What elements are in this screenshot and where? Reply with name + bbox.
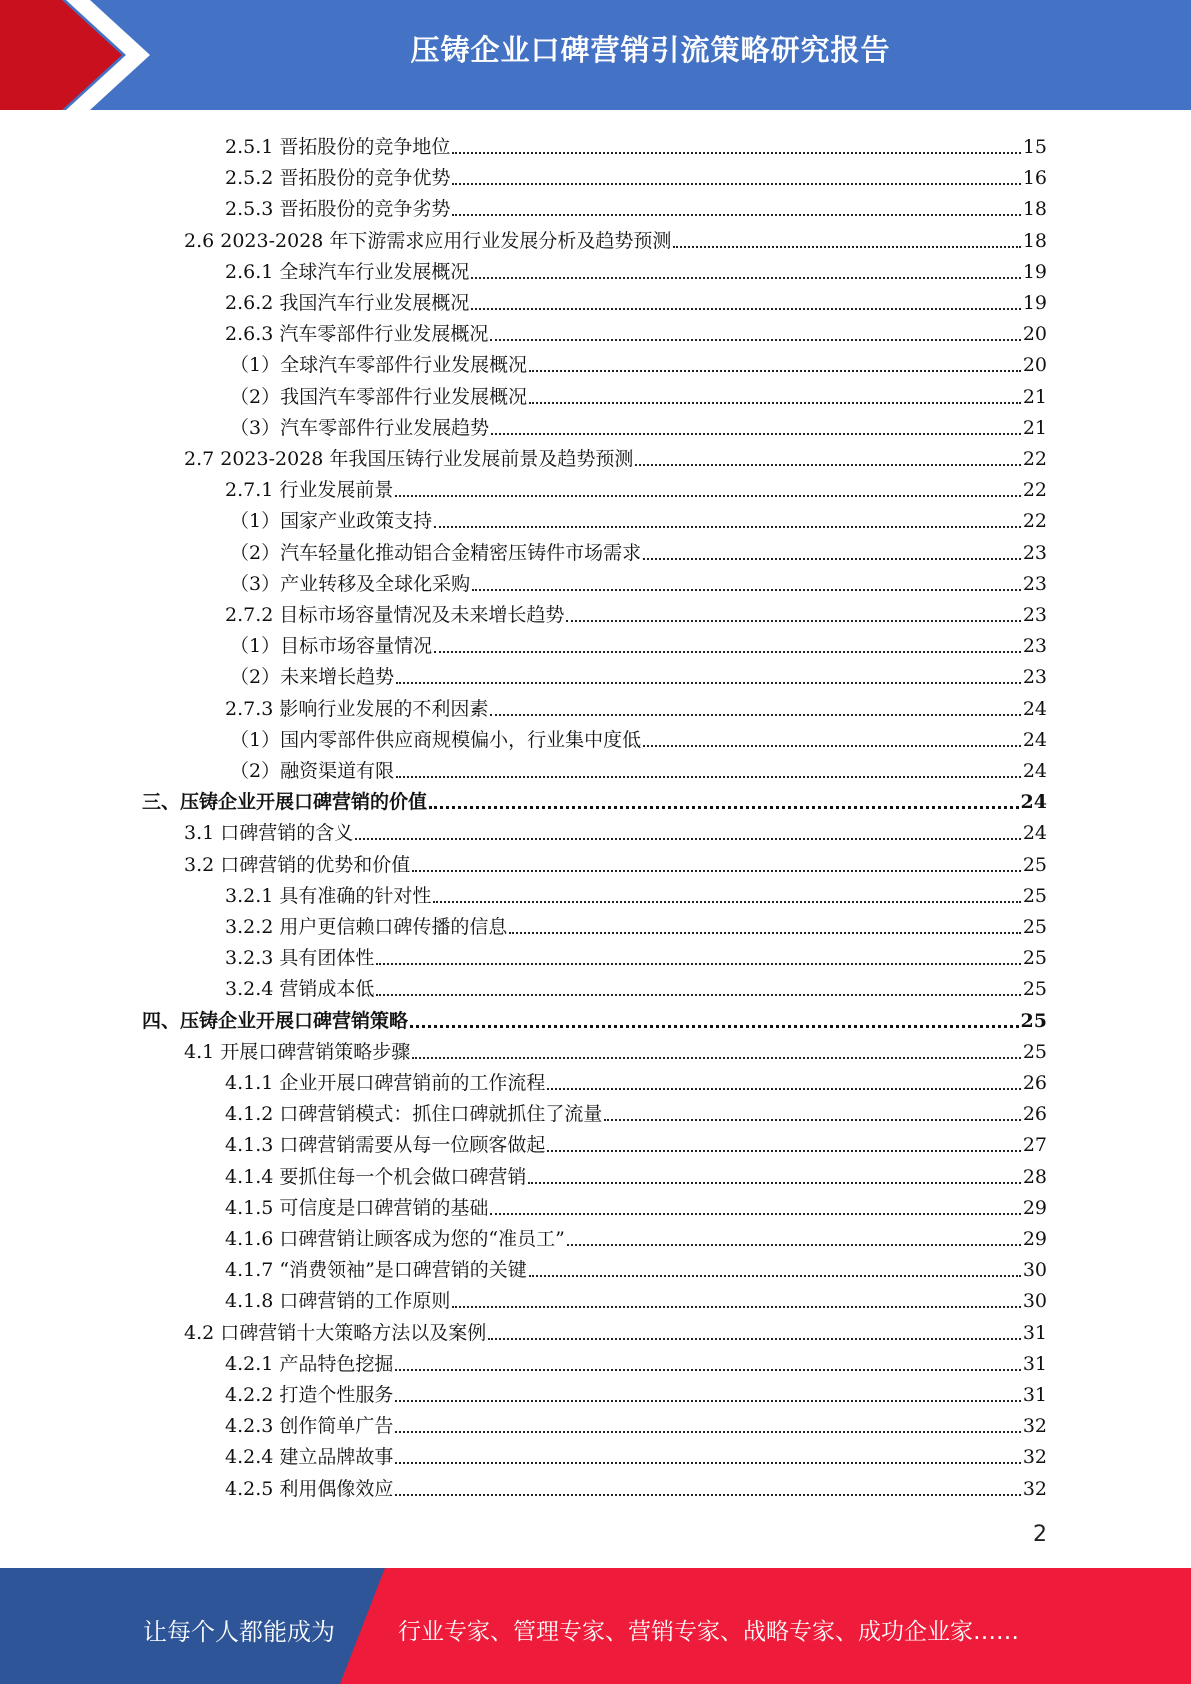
toc-entry-label: 4.1.8 口碑营销的工作原则 xyxy=(225,1290,451,1313)
toc-entry[interactable] xyxy=(225,877,1047,908)
toc-dot-leader xyxy=(547,1150,1020,1152)
toc-dot-leader xyxy=(429,806,1019,809)
toc-entry-label: 3.1 口碑营销的含义 xyxy=(184,822,354,845)
toc-entry[interactable] xyxy=(225,596,1047,627)
toc-dot-leader xyxy=(566,620,1020,622)
toc-entry-label: 2.7.1 行业发展前景 xyxy=(225,479,394,502)
toc-dot-leader xyxy=(529,1275,1021,1277)
toc-entry-page: 31 xyxy=(1022,1352,1047,1375)
toc-entry[interactable] xyxy=(225,1345,1047,1376)
toc-entry-label: （2）未来增长趋势 xyxy=(230,666,395,689)
toc-entry[interactable] xyxy=(225,690,1047,721)
toc-dot-leader xyxy=(396,776,1021,778)
toc-dot-leader xyxy=(491,433,1021,435)
toc-entry-page: 20 xyxy=(1022,354,1047,377)
toc-dot-leader xyxy=(433,901,1020,903)
toc-entry[interactable] xyxy=(225,908,1047,939)
toc-entry-page: 18 xyxy=(1022,229,1047,252)
toc-entry-label: 2.7.2 目标市场容量情况及未来增长趋势 xyxy=(225,604,565,626)
toc-entry[interactable] xyxy=(184,440,1047,471)
toc-dot-leader xyxy=(412,870,1021,872)
toc-entry-page: 29 xyxy=(1022,1196,1047,1219)
toc-entry-label: （1）国内零部件供应商规模偏小，行业集中度低 xyxy=(230,728,642,751)
toc-dot-leader xyxy=(509,932,1020,934)
toc-entry-page: 31 xyxy=(1022,1321,1047,1344)
toc-entry[interactable] xyxy=(225,471,1047,502)
toc-dot-leader xyxy=(395,1462,1020,1464)
toc-entry[interactable] xyxy=(225,190,1047,221)
toc-entry-label: （1）国家产业政策支持 xyxy=(230,510,433,533)
toc-entry[interactable] xyxy=(225,284,1047,315)
toc-entry[interactable] xyxy=(184,814,1047,845)
toc-dot-leader xyxy=(471,308,1020,310)
toc-dot-leader xyxy=(643,745,1021,747)
toc-entry-page: 30 xyxy=(1022,1259,1047,1282)
toc-dot-leader xyxy=(635,464,1020,466)
toc-entry[interactable] xyxy=(225,1282,1047,1313)
toc-entry-label: 2.6.2 我国汽车行业发展概况 xyxy=(225,292,470,314)
toc-dot-leader xyxy=(529,402,1021,404)
toc-entry-label: 4.2.3 创作简单广告 xyxy=(225,1415,394,1438)
toc-entry[interactable] xyxy=(225,1220,1047,1251)
toc-dot-leader xyxy=(471,277,1020,279)
toc-entry[interactable] xyxy=(142,1002,1047,1033)
toc-entry-page: 32 xyxy=(1022,1446,1047,1469)
toc-entry[interactable] xyxy=(225,1126,1047,1157)
toc-entry-label: 3.2 口碑营销的优势和价值 xyxy=(184,853,411,876)
toc-dot-leader xyxy=(529,370,1021,372)
toc-entry-page: 23 xyxy=(1022,572,1047,595)
toc-entry-label: 3.2.3 具有团体性 xyxy=(225,947,375,970)
toc-entry-page: 31 xyxy=(1022,1384,1047,1406)
toc-entry-label: 3.2.2 用户更信赖口碑传播的信息 xyxy=(225,916,508,938)
toc-entry-page: 21 xyxy=(1022,416,1047,439)
toc-entry-label: 4.1.3 口碑营销需要从每一位顾客做起 xyxy=(225,1134,546,1157)
toc-entry-page: 25 xyxy=(1022,884,1047,907)
toc-entry[interactable] xyxy=(230,627,1047,658)
toc-entry[interactable] xyxy=(230,658,1047,689)
footer-slogan-left: 让每个人都能成为 xyxy=(143,1618,335,1646)
toc-dot-leader xyxy=(567,1244,1021,1246)
toc-entry-label: 4.1.2 口碑营销模式：抓住口碑就抓住了流量 xyxy=(225,1103,603,1126)
toc-entry-page: 25 xyxy=(1022,1040,1047,1063)
toc-entry[interactable] xyxy=(225,939,1047,970)
toc-entry[interactable] xyxy=(225,970,1047,1001)
toc-entry-label: （2）融资渠道有限 xyxy=(230,760,395,782)
toc-entry-page: 23 xyxy=(1022,604,1047,626)
toc-entry[interactable] xyxy=(184,1033,1047,1064)
toc-entry[interactable] xyxy=(225,1251,1047,1282)
toc-dot-leader xyxy=(395,1494,1020,1496)
toc-entry[interactable] xyxy=(230,502,1047,533)
toc-dot-leader xyxy=(452,152,1020,154)
toc-entry[interactable] xyxy=(184,1314,1047,1345)
toc-entry-label: 4.2.2 打造个性服务 xyxy=(225,1384,394,1406)
toc-entry-page: 30 xyxy=(1022,1290,1047,1313)
toc-entry-page: 24 xyxy=(1022,760,1047,782)
toc-entry[interactable] xyxy=(225,159,1047,190)
toc-entry-label: 4.1 开展口碑营销策略步骤 xyxy=(184,1040,411,1063)
footer-slogan-right: 行业专家、管理专家、营销专家、战略专家、成功企业家…… xyxy=(398,1619,1019,1645)
toc-entry-page: 21 xyxy=(1022,385,1047,408)
header-banner xyxy=(0,0,1191,110)
toc-entry-label: 2.5.2 晋拓股份的竞争优势 xyxy=(225,167,451,190)
toc-dot-leader xyxy=(472,589,1021,591)
toc-entry-page: 25 xyxy=(1022,947,1047,970)
toc-entry-label: 2.5.3 晋拓股份的竞争劣势 xyxy=(225,198,451,221)
toc-entry-page: 24 xyxy=(1022,728,1047,751)
toc-entry-page: 25 xyxy=(1022,916,1047,938)
toc-dot-leader xyxy=(490,339,1020,341)
toc-dot-leader xyxy=(395,495,1020,497)
toc-entry[interactable] xyxy=(230,721,1047,752)
toc-entry-label: （3）汽车零部件行业发展趋势 xyxy=(230,416,490,439)
toc-entry-page: 26 xyxy=(1022,1072,1047,1094)
toc-entry-label: 4.1.5 可信度是口碑营销的基础 xyxy=(225,1196,489,1219)
toc-entry[interactable] xyxy=(225,1438,1047,1469)
toc-entry-page: 32 xyxy=(1022,1477,1047,1500)
toc-dot-leader xyxy=(434,526,1021,528)
toc-dot-leader xyxy=(488,1338,1021,1340)
toc-entry-page: 23 xyxy=(1022,666,1047,689)
toc-entry-page: 26 xyxy=(1022,1103,1047,1126)
toc-entry[interactable] xyxy=(230,752,1047,783)
toc-entry-label: 4.1.7 “消费领袖”是口碑营销的关键 xyxy=(225,1259,527,1282)
toc-dot-leader xyxy=(528,1182,1020,1184)
toc-entry[interactable] xyxy=(230,378,1047,409)
toc-entry[interactable] xyxy=(230,565,1047,596)
toc-entry[interactable] xyxy=(225,315,1047,346)
toc-entry-page: 24 xyxy=(1022,822,1047,845)
toc-entry-label: 3.2.4 营销成本低 xyxy=(225,978,375,1001)
toc-entry[interactable] xyxy=(142,783,1047,814)
footer-banner xyxy=(0,1568,1191,1684)
toc-entry-label: 四、压铸企业开展口碑营销策略 xyxy=(142,1009,409,1032)
toc-entry-page: 19 xyxy=(1022,260,1047,283)
toc-entry-label: 4.2.1 产品特色挖掘 xyxy=(225,1352,394,1375)
toc-dot-leader xyxy=(395,1369,1020,1371)
toc-entry-label: 2.7 2023-2028 年我国压铸行业发展前景及趋势预测 xyxy=(184,448,634,470)
toc-dot-leader xyxy=(547,1088,1020,1090)
toc-entry-page: 19 xyxy=(1022,292,1047,314)
report-title: 压铸企业口碑营销引流策略研究报告 xyxy=(410,33,891,67)
toc-dot-leader xyxy=(452,214,1020,216)
page-number: 2 xyxy=(1033,1522,1047,1547)
toc-dot-leader xyxy=(452,1306,1020,1308)
toc-entry-page: 32 xyxy=(1022,1415,1047,1438)
toc-dot-leader xyxy=(395,1431,1020,1433)
toc-dot-leader xyxy=(395,1400,1020,1402)
toc-entry[interactable] xyxy=(225,128,1047,159)
toc-entry[interactable] xyxy=(225,1158,1047,1189)
toc-entry[interactable] xyxy=(225,1095,1047,1126)
toc-entry-page: 15 xyxy=(1022,136,1047,158)
toc-entry-page: 22 xyxy=(1022,479,1047,502)
toc-entry-label: （3）产业转移及全球化采购 xyxy=(230,572,471,595)
toc-dot-leader xyxy=(604,1119,1020,1121)
toc-entry-label: （2）我国汽车零部件行业发展概况 xyxy=(230,385,528,408)
toc-dot-leader xyxy=(412,1057,1021,1059)
toc-entry-label: 4.1.6 口碑营销让顾客成为您的“准员工” xyxy=(225,1228,565,1250)
toc-entry-page: 18 xyxy=(1022,198,1047,221)
toc-entry-page: 27 xyxy=(1022,1134,1047,1157)
toc-entry-page: 24 xyxy=(1022,697,1047,720)
toc-dot-leader xyxy=(376,963,1020,965)
toc-entry-label: 4.2 口碑营销十大策略方法以及案例 xyxy=(184,1321,487,1344)
toc-dot-leader xyxy=(410,1025,1019,1028)
toc-entry[interactable] xyxy=(184,222,1047,253)
toc-dot-leader xyxy=(452,183,1020,185)
toc-entry[interactable] xyxy=(225,1064,1047,1095)
toc-entry-label: 2.6.3 汽车零部件行业发展概况 xyxy=(225,323,489,346)
toc-entry-page: 25 xyxy=(1022,978,1047,1001)
toc-dot-leader xyxy=(673,246,1020,248)
toc-entry-page: 22 xyxy=(1022,448,1047,470)
toc-entry[interactable] xyxy=(230,409,1047,440)
toc-entry-page: 22 xyxy=(1022,510,1047,533)
toc-entry-page: 23 xyxy=(1022,541,1047,564)
toc-dot-leader xyxy=(355,838,1021,840)
toc-entry-label: 2.7.3 影响行业发展的不利因素 xyxy=(225,697,489,720)
chevron-arrow-icon xyxy=(0,0,160,110)
toc-entry-page: 16 xyxy=(1022,167,1047,190)
toc-dot-leader xyxy=(643,558,1021,560)
toc-entry-label: 4.2.4 建立品牌故事 xyxy=(225,1446,394,1469)
toc-entry-label: （1）全球汽车零部件行业发展概况 xyxy=(230,354,528,377)
toc-entry[interactable] xyxy=(230,346,1047,377)
toc-entry[interactable] xyxy=(225,1470,1047,1501)
toc-entry-page: 25 xyxy=(1020,1009,1047,1032)
toc-dot-leader xyxy=(434,651,1021,653)
toc-entry-page: 29 xyxy=(1022,1228,1047,1250)
toc-entry-label: 4.1.4 要抓住每一个机会做口碑营销 xyxy=(225,1165,527,1188)
toc-entry[interactable] xyxy=(230,534,1047,565)
toc-entry-page: 24 xyxy=(1020,791,1047,814)
toc-entry-page: 23 xyxy=(1022,635,1047,658)
toc-entry[interactable] xyxy=(225,1376,1047,1407)
toc-dot-leader xyxy=(376,994,1020,996)
toc-entry-label: 3.2.1 具有准确的针对性 xyxy=(225,884,432,907)
toc-entry[interactable] xyxy=(225,1189,1047,1220)
toc-entry-label: 2.5.1 晋拓股份的竞争地位 xyxy=(225,136,451,158)
toc-entry-label: （2）汽车轻量化推动铝合金精密压铸件市场需求 xyxy=(230,541,642,564)
toc-dot-leader xyxy=(490,714,1020,716)
toc-entry[interactable] xyxy=(184,846,1047,877)
toc-entry-label: 2.6.1 全球汽车行业发展概况 xyxy=(225,260,470,283)
toc-entry-page: 25 xyxy=(1022,853,1047,876)
toc-entry-page: 20 xyxy=(1022,323,1047,346)
toc-entry-label: 三、压铸企业开展口碑营销的价值 xyxy=(142,791,428,814)
toc-dot-leader xyxy=(396,682,1021,684)
toc-entry[interactable] xyxy=(225,253,1047,284)
toc-entry-label: 4.2.5 利用偶像效应 xyxy=(225,1477,394,1500)
toc-entry-label: 2.6 2023-2028 年下游需求应用行业发展分析及趋势预测 xyxy=(184,229,672,252)
toc-entry-label: 4.1.1 企业开展口碑营销前的工作流程 xyxy=(225,1072,546,1094)
toc-dot-leader xyxy=(490,1213,1020,1215)
toc-entry-label: （1）目标市场容量情况 xyxy=(230,635,433,658)
toc-entry-page: 28 xyxy=(1022,1165,1047,1188)
toc-entry[interactable] xyxy=(225,1407,1047,1438)
